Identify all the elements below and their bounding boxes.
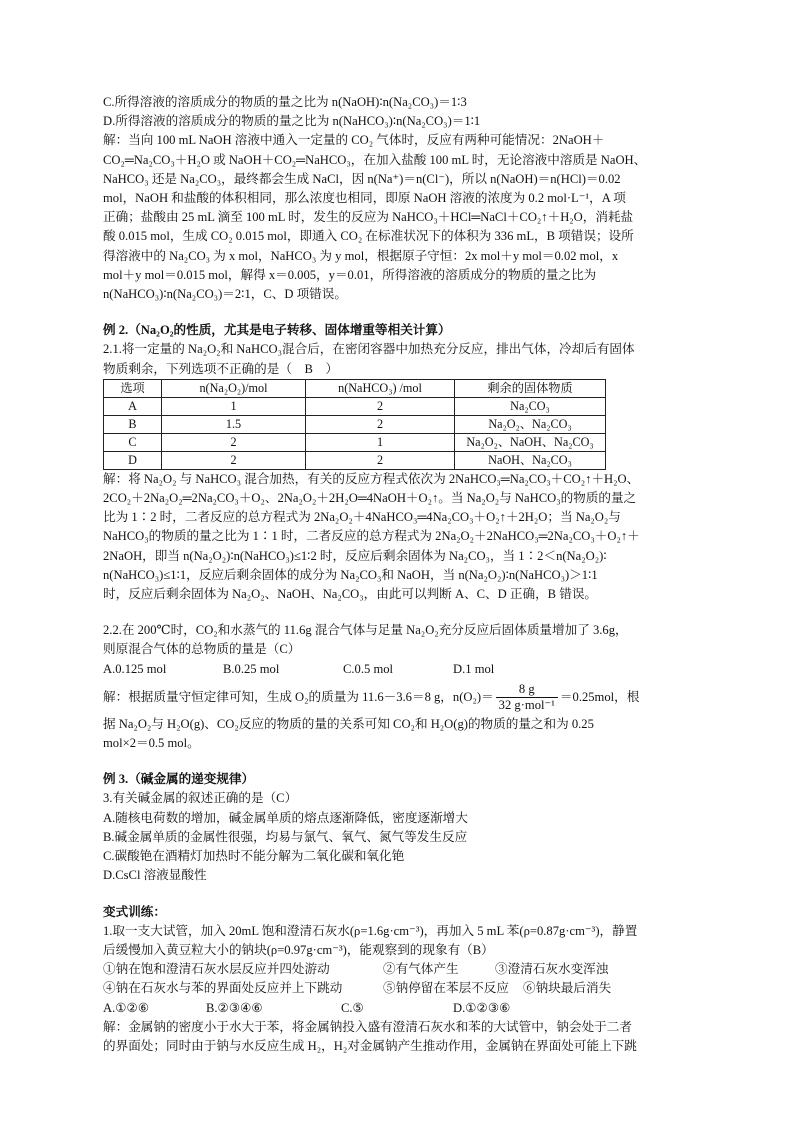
solution-line: 的界面处；同时由于钠与水反应生成 H₂，H₂对金属钠产生推动作用，金属钠在界面处可能上下跳: [103, 1038, 637, 1053]
solution-line: 据 Na₂O₂与 H₂O(g)、CO₂反应的物质的量的关系可知 CO₂和 H₂O(g)的物质的量之和为 0.25: [103, 716, 594, 731]
option-d: D.所得溶液的溶质成分的物质的量之比为 n(NaHCO₃)∶n(Na₂CO₃)＝1∶1: [103, 114, 481, 129]
solution-line: n(NaHCO₃)≤1∶1，反应后剩余固体的成分为 Na₂CO₃和 NaOH，当 n(Na₂O₂)∶n(NaHCO₃)＞1∶1: [103, 567, 598, 582]
solution-line: 酸 0.015 mol，生成 CO₂ 0.015 mol，即通入 CO₂ 在标准状况下的体积为 336 mL，B 项错误；设所: [103, 229, 634, 244]
question-line: 物质剩余，下列选项不正确的是（ B ）: [103, 361, 339, 376]
table-header: n(NaHCO₃) /mol: [306, 379, 455, 397]
table-header: 剩余的固体物质: [455, 379, 606, 397]
table-cell: Na₂CO₃: [455, 397, 606, 415]
answer-options: [103, 660, 703, 679]
phenomenon: ②有气体产生: [383, 962, 459, 977]
table-cell: Na₂O₂、Na₂CO₃: [455, 415, 606, 433]
table-row: [104, 451, 606, 469]
phenomenon: ⑤钠停留在苯层不反应: [383, 981, 509, 996]
solution-line: 时，反应后剩余固体为 Na₂O₂、NaOH、Na₂CO₃，由此可以判断 A、C、D 正确，B 错误。: [103, 587, 598, 602]
table-cell: Na₂O₂、NaOH、Na₂CO₃: [455, 433, 606, 451]
answer-option: D.①②③⑥: [453, 1000, 511, 1015]
answer-option: D.1 mol: [453, 661, 495, 676]
solution-text: 解：根据质量守恒定律可知，生成 O₂的质量为 11.6－3.6＝8 g，n(O₂)＝: [103, 690, 494, 705]
solution-line: 解：将 Na₂O₂ 与 NaHCO₃ 混合加热，有关的反应方程式依次为 2NaHCO₃═Na₂CO₃＋CO₂↑＋H₂O、: [103, 471, 640, 486]
solution-line: NaHCO₃ 还是 Na₂CO₃，最终都会生成 NaCl，因 n(Na⁺)＝n(Cl⁻)，所以 n(NaOH)＝n(HCl)＝0.02: [103, 171, 621, 186]
answer-options: [103, 999, 703, 1018]
phenomenon: ④钠在石灰水与苯的界面处反应并上下跳动: [103, 981, 343, 996]
solution-line: 2CO₂＋2Na₂O₂═2Na₂CO₃＋O₂、2Na₂O₂＋2H₂O═4NaOH＋O₂↑。当 Na₂O₂与 NaHCO₃的物质的量之: [103, 491, 637, 506]
table-row: [104, 415, 606, 433]
solution-line: mol＋y mol＝0.015 mol，解得 x＝0.005，y＝0.01，所得溶液的溶质成分的物质的量之比为: [103, 267, 597, 282]
solution-line: CO₂═Na₂CO₃＋H₂O 或 NaOH＋CO₂═NaHCO₃，在加入盐酸 100 mL 时，无论溶液中溶质是 NaOH、: [103, 152, 647, 167]
question-line: 1.取一支大试管，加入 20mL 饱和澄清石灰水(ρ=1.6g·cm⁻³)，再加入 5 mL 苯(ρ=0.87g·cm⁻³)，静置: [103, 923, 638, 938]
table-cell: 2: [162, 451, 306, 469]
question-line: 后缓慢加入黄豆粒大小的钠块(ρ=0.97g·cm⁻³)，能观察到的现象有（B）: [103, 942, 494, 957]
solution-line: 得溶液中的 Na₂CO₃ 为 x mol，NaHCO₃ 为 y mol，根据原子守恒：2x mol＋y mol＝0.02 mol，x: [103, 248, 619, 263]
answer-option: A.0.125 mol: [103, 661, 167, 676]
solution-line: mol×2＝0.5 mol。: [103, 736, 200, 751]
solution-line: 正确；盐酸由 25 mL 滴至 100 mL 时，发生的反应为 NaHCO₃＋HCl═NaCl＋CO₂↑＋H₂O，消耗盐: [103, 210, 634, 225]
question-line: 3.有关碱金属的叙述正确的是（C）: [103, 791, 298, 806]
solution-line: 解：当向 100 mL NaOH 溶液中通入一定量的 CO₂ 气体时，反应有两种可能情况：2NaOH＋: [103, 133, 605, 148]
table-cell: A: [104, 397, 162, 415]
phenomena-row: [103, 960, 703, 979]
table-cell: 2: [162, 433, 306, 451]
table-row: [104, 433, 606, 451]
solution-line: mol，NaOH 和盐酸的体积相同，那么浓度也相同，即原 NaOH 溶液的浓度为 0.2 mol·L⁻¹，A 项: [103, 191, 626, 206]
answer-option: C.0.5 mol: [343, 661, 394, 676]
question-line: 2.1.将一定量的 Na₂O₂和 NaHCO₃混合后，在密闭容器中加热充分反应，排出气体，冷却后有固体: [103, 342, 635, 357]
phenomenon: ①钠在饱和澄清石灰水层反应并四处游动: [103, 962, 330, 977]
question-line: 则原混合气体的总物质的量是（C）: [103, 642, 301, 657]
answer-option: C.⑤: [341, 1000, 364, 1015]
solution-line: NaHCO₃的物质的量之比为 1∶1 时，二者反应的总方程式为 2Na₂O₂＋2NaHCO₃═2Na₂CO₃＋O₂↑＋: [103, 529, 640, 544]
fraction-denominator: 32 g·mol⁻¹: [496, 697, 558, 713]
table-cell: 1: [162, 397, 306, 415]
solution-line: 2NaOH，即当 n(Na₂O₂)∶n(NaHCO₃)≤1∶2 时，反应后剩余固体为 Na₂CO₃，当 1∶2＜n(Na₂O₂)∶: [103, 548, 607, 563]
solution-text: ＝0.25mol，根: [559, 690, 640, 705]
answer-option: B.②③④⑥: [206, 1000, 263, 1015]
question-line: 2.2.在 200℃时，CO₂和水蒸气的 11.6g 混合气体与足量 Na₂O₂充分反应后固体质量增加了 3.6g，: [103, 623, 628, 638]
options-table: [103, 379, 606, 470]
table-header-row: [104, 379, 606, 397]
solution-line: n(NaHCO₃)∶n(Na₂CO₃)＝2∶1，C、D 项错误。: [103, 287, 347, 302]
example-2-heading: 例 2.（Na₂O₂的性质，尤其是电子转移、固体增重等相关计算）: [103, 323, 451, 338]
table-cell: D: [104, 451, 162, 469]
phenomenon: ⑥钠块最后消失: [523, 981, 612, 996]
solution-fraction-line: [103, 681, 703, 715]
table-header: 选项: [104, 379, 162, 397]
table-cell: 1: [306, 433, 455, 451]
answer-option: A.①②⑥: [103, 1000, 150, 1015]
solution-line: 解：金属钠的密度小于水大于苯，将金属钠投入盛有澄清石灰水和苯的大试管中，钠会处于二者: [103, 1019, 632, 1034]
table-row: [104, 397, 606, 415]
answer-option: B.碱金属单质的金属性很强，均易与氯气、氧气、氮气等发生反应: [103, 829, 468, 844]
answer-option: C.碳酸铯在酒精灯加热时不能分解为二氧化碳和氧化铯: [103, 849, 405, 864]
table-cell: 1.5: [162, 415, 306, 433]
table-cell: 2: [306, 451, 455, 469]
fraction: [496, 682, 558, 713]
document-page: [103, 93, 703, 1056]
table-cell: C: [104, 433, 162, 451]
answer-option: A.随核电荷数的增加，碱金属单质的熔点逐渐降低，密度逐渐增大: [103, 810, 468, 825]
answer-option: D.CsCl 溶液显酸性: [103, 868, 207, 883]
answer-option: B.0.25 mol: [223, 661, 280, 676]
table-cell: 2: [306, 397, 455, 415]
phenomena-row: [103, 979, 703, 998]
table-cell: NaOH、Na₂CO₃: [455, 451, 606, 469]
phenomenon: ③澄清石灰水变浑浊: [495, 962, 609, 977]
option-c: C.所得溶液的溶质成分的物质的量之比为 n(NaOH)∶n(Na₂CO₃)＝1∶3: [103, 95, 467, 109]
solution-line: 比为 1∶2 时，二者反应的总方程式为 2Na₂O₂＋4NaHCO₃═4Na₂CO₃＋O₂↑＋2H₂O；当 Na₂O₂与: [103, 510, 621, 525]
table-header: n(Na₂O₂)/mol: [162, 379, 306, 397]
fraction-numerator: 8 g: [518, 682, 535, 697]
table-cell: B: [104, 415, 162, 433]
table-cell: 2: [306, 415, 455, 433]
example-3-heading: 例 3.（碱金属的递变规律）: [103, 772, 255, 787]
practice-heading: 变式训练：: [103, 904, 166, 919]
